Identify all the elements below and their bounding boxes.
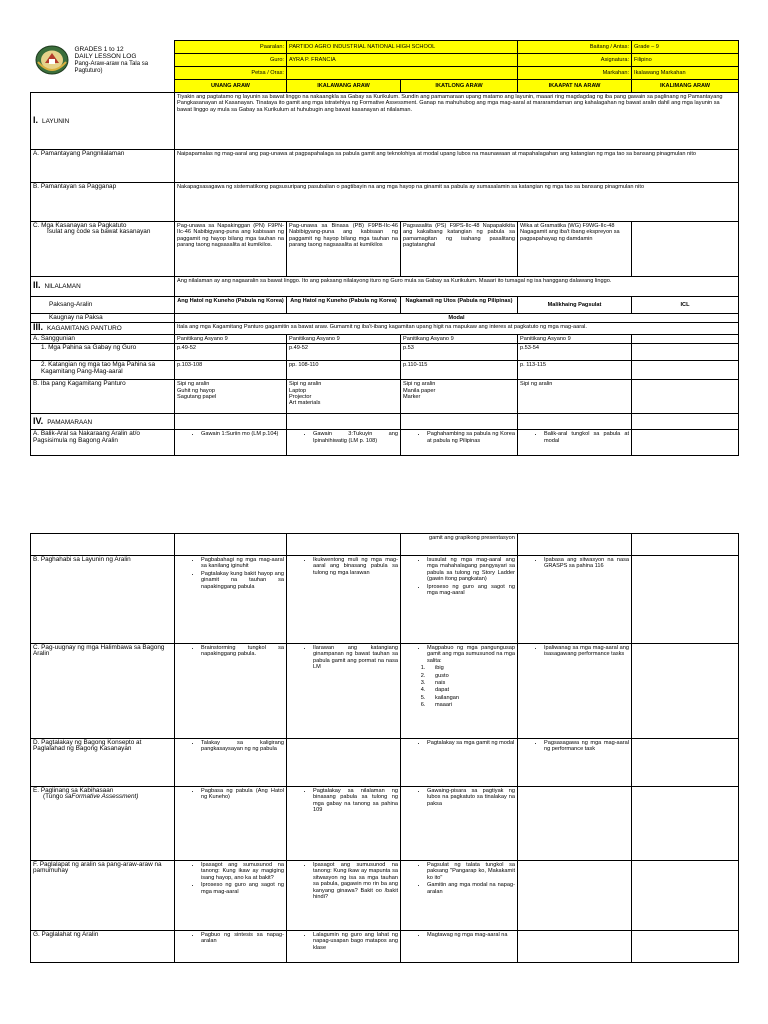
bullet-list <box>191 932 284 945</box>
continuation-label <box>31 534 175 556</box>
day-3-header: IKATLONG ARAW <box>401 80 518 93</box>
paglinang-day-3 <box>401 787 518 861</box>
continuation-day-2 <box>287 534 401 556</box>
pag-uugnay-day-3 <box>401 644 518 739</box>
day-4-header: IKAAPAT NA ARAW <box>518 80 632 93</box>
bullet-list <box>417 862 515 895</box>
guro-value: AYRA P. FRANCIA <box>287 54 518 67</box>
baitang-label: Baitang / Antas: <box>518 41 632 54</box>
list-item: • Lalagumin ng guro ang lahat ng napag-usapan bago matapos ang klase <box>313 932 398 951</box>
bullet-list <box>534 557 629 570</box>
kaugnay-value: Modal <box>175 314 739 323</box>
pahina-gabay-label: 1. Mga Pahina sa Gabay ng Guro <box>31 344 175 361</box>
continuation-day-1 <box>175 534 287 556</box>
pamamaraan-day-5 <box>632 414 739 430</box>
lesson-log-header-table <box>30 40 739 456</box>
bullet-list <box>417 788 515 807</box>
sanggunian-day-4: Panitikang Asyano 9 <box>518 334 632 343</box>
pamamaraan-label-cell <box>31 414 175 430</box>
paglalapat-day-5 <box>632 861 739 931</box>
list-item: Marker <box>403 394 421 401</box>
pahina-lm-day-3: p.110-115 <box>401 361 518 380</box>
pag-uugnay-day-3-bullets <box>403 645 515 664</box>
modal-word-list <box>403 665 515 708</box>
bullet-list <box>534 740 629 753</box>
paglalahat-day-4 <box>518 931 632 963</box>
paglalapat-day-2 <box>287 861 401 931</box>
sanggunian-day-1: Panitikang Asyano 9 <box>175 334 287 343</box>
balik-aral-day-2 <box>287 430 401 456</box>
bullet-list <box>417 740 515 746</box>
list-item: • Ipasagot ang sumusunod na tanong: Kung ikaw ay mapunta sa sitwasyon ng isa sa mga tauhan sa pabula, gagawin mo rin ba ang kanyang ginawa? Bakit oo /bakit hindi? <box>313 862 398 900</box>
pahina-gabay-day-3: p.53 <box>401 344 518 361</box>
list-item: • Gamitin ang mga modal na napag-aralan <box>427 882 515 895</box>
balik-aral-day-3 <box>401 430 518 456</box>
layunin-label: LAYUNIN <box>42 117 70 125</box>
list-item: 4. dapat <box>427 687 515 693</box>
list-item: • Pagbabahagi ng mga mag-aaral sa kanilang iginuhit <box>201 557 284 570</box>
paglalapat-label: F. Paglalapat ng aralin sa pang-araw-araw na pamumuhay <box>31 861 175 931</box>
paksang-day-5: ICL <box>632 297 739 314</box>
nilalaman-text: Ang nilalaman ay ang nagaaralin sa bawat linggo. Ito ang paksang nilalayong ituro ng Guro mula sa Gabay sa Kurikulum. Maaari ito tumagal ng isa hanggang dalawang linggo. <box>175 277 739 297</box>
pag-uugnay-day-5 <box>632 644 739 739</box>
paghahabi-day-4 <box>518 556 632 644</box>
kasanayan-sublabel: Isulat ang code sa bawat kasanayan <box>47 228 151 236</box>
list-item: • Pagtalakay sa nilalaman ng binasang pabula sa tulong ng mga gabay na tanong sa pahina 109 <box>313 788 398 814</box>
list-item: • Magtawag ng mga mag-aaral na <box>427 932 515 938</box>
layunin-label-cell <box>31 93 175 150</box>
list-item: • Ipaliwanag sa mga mag-aaral ang isasagawang performance tasks <box>544 645 629 658</box>
kagamitan-text: Itala ang mga Kagamitang Panturo gagamitin sa bawat araw. Gumamit ng iba't-ibang kagamitan upang higit na mapukaw ang interes at pagkatuto ng mga mag-aaral. <box>175 323 739 334</box>
pahina-gabay-day-1: p.49-52 <box>175 344 287 361</box>
kasanayan-label-cell <box>31 222 175 277</box>
kaugnay-label: Kaugnay na Paksa <box>31 314 175 323</box>
list-item: Projector <box>289 394 312 401</box>
lesson-log-continuation-table <box>30 533 739 963</box>
continuation-day-5 <box>632 534 739 556</box>
bullet-list <box>417 557 515 596</box>
iba-kagamitan-day-1 <box>175 380 287 414</box>
iba-kagamitan-day-3 <box>401 380 518 414</box>
paksang-day-3: Nagkamali ng Utos (Pabula ng Pilipinas) <box>401 297 518 314</box>
asignatura-value: Filipino <box>632 54 739 67</box>
pahina-lm-day-1: p.103-108 <box>175 361 287 380</box>
balik-aral-day-4 <box>518 430 632 456</box>
paksang-day-2: Ang Hatol ng Kuneho (Pabula ng Korea) <box>287 297 401 314</box>
pag-uugnay-day-1 <box>175 644 287 739</box>
list-item: • Pagbuo ng sintesis sa napag-aralan <box>201 932 284 945</box>
pamamaraan-day-2 <box>287 414 401 430</box>
pagtalakay-day-1 <box>175 739 287 787</box>
layunin-text <box>175 93 739 150</box>
iba-kagamitan-day-2 <box>287 380 401 414</box>
paksang-day-4: Malikhaing Pagsulat <box>518 297 632 314</box>
paaralan-value: PARTIDO AGRO INDUSTRIAL NATIONAL HIGH SCHOOL <box>287 41 518 54</box>
list-item: • Pagtalakay sa mga gamit ng modal <box>427 740 515 746</box>
bullet-list <box>417 645 515 664</box>
paglalahat-day-1 <box>175 931 287 963</box>
paglalahat-day-3 <box>401 931 518 963</box>
markahan-label: Markahan: <box>518 67 632 80</box>
bullet-list <box>417 932 515 938</box>
list-item: • Talakay sa kaligirang pangkasaysayan ng ng pabula <box>201 740 284 753</box>
kasanayan-day-1: Pag-unawa sa Napakinggan (PN) F9PN-IIc-46 Nabibigyang-puna ang kabisaan ng paggamit ng hayop bilang mga tauhan na parang taong nagsasalita at kumikilos. <box>175 222 287 277</box>
bullet-list <box>191 862 284 895</box>
paghahabi-day-5 <box>632 556 739 644</box>
list-item: • Pagtalakay kung bakit hayop ang ginamit na tauhan sa napakinggang pabula <box>201 571 284 590</box>
bullet-list <box>303 645 398 671</box>
list-item: Art materials <box>289 400 321 407</box>
paghahabi-day-1 <box>175 556 287 644</box>
paglinang-day-2 <box>287 787 401 861</box>
paaralan-label: Paaralan: <box>175 41 287 54</box>
bullet-list <box>191 431 284 437</box>
sanggunian-day-2: Panitikang Asyano 9 <box>287 334 401 343</box>
paksang-day-1: Ang Hatol ng Kuneho (Pabula ng Korea) <box>175 297 287 314</box>
kasanayan-day-5 <box>632 222 739 277</box>
continuation-day-3: gamit ang grapikong presentasyon <box>401 534 518 556</box>
title-line1: GRADES 1 to 12 <box>74 45 124 53</box>
bullet-list <box>534 431 629 444</box>
sanggunian-day-5 <box>632 334 739 343</box>
iba-kagamitan-day-4 <box>518 380 632 414</box>
kasanayan-day-4: Wika at Gramatika (WG) F9WG-IIc-48 Nagagamit ang iba't ibang ekspreyon sa pagpapahayag ng damdamin <box>518 222 632 277</box>
pag-uugnay-day-4 <box>518 644 632 739</box>
list-item: • Brainstorming tungkol sa napakinggang pabula. <box>201 645 284 658</box>
list-item: • Pagsasagawa ng mga mag-aaral ng performance task <box>544 740 629 753</box>
pag-uugnay-day-2 <box>287 644 401 739</box>
paglinang-sublabel-text: (Tungo sa <box>43 793 72 801</box>
list-item: • Ipasagot ang sumusunod na tanong: Kung ikaw ay magiging isang hayop, ano ka at bakit? <box>201 862 284 881</box>
baitang-value: Grade – 9 <box>632 41 739 54</box>
bullet-list <box>303 862 398 900</box>
bullet-list <box>191 557 284 590</box>
layunin-num: I. <box>33 114 39 125</box>
pahina-gabay-day-5 <box>632 344 739 361</box>
balik-aral-day-1 <box>175 430 287 456</box>
pamamaraan-day-1 <box>175 414 287 430</box>
paglinang-day-4 <box>518 787 632 861</box>
markahan-value: Ikalawang Markahan <box>632 67 739 80</box>
bullet-list <box>303 788 398 814</box>
nilalaman-label-cell <box>31 277 175 297</box>
title-line2: DAILY LESSON LOG <box>74 53 137 60</box>
iba-kagamitan-label: B. Iba pang Kagamitang Panturo <box>31 380 175 414</box>
list-item: • Ilarawan ang katangiang ginampanan ng bawat tauhan sa pabula gamit ang pormat na nasa LM <box>313 645 398 671</box>
day-2-header: IKALAWANG ARAW <box>287 80 401 93</box>
list-item: • Balik-aral tungkol sa pabula at modal <box>544 431 629 444</box>
petsa-value <box>287 67 518 80</box>
paglalapat-day-1 <box>175 861 287 931</box>
balik-aral-label: A. Balik-Aral sa Nakaraang Aralin at/o Pagsisimula ng Bagong Aralin <box>31 430 175 456</box>
pahina-lm-label: 2. Katangian ng mga tao Mga Pahina sa Kagamitang Pang-Mag-aaral <box>31 361 175 380</box>
list-item: Manila paper <box>403 387 436 394</box>
list-item: 1. ibig <box>427 665 515 671</box>
numbered-list <box>417 665 515 708</box>
paglalahat-label: G. Paglalahat ng Aralin <box>31 931 175 963</box>
list-item: Sipi ng aralin <box>403 381 436 388</box>
paglinang-sublabel <box>33 794 172 800</box>
day-1-header: UNANG ARAW <box>175 80 287 93</box>
nilalaman-num: II. <box>33 280 41 291</box>
title-line3: Pang-Araw-araw na Tala sa Pagtuturo) <box>74 60 149 74</box>
school-seal-icon <box>34 44 70 76</box>
paglinang-day-5 <box>632 787 739 861</box>
paglinang-sublabel-em: Formative Assessment) <box>71 793 139 801</box>
list-item: • Iproseso ng guro ang sagot ng mga mag-aaral <box>201 882 284 895</box>
list-item: 2. gusto <box>427 673 515 679</box>
paglinang-day-1 <box>175 787 287 861</box>
pahina-gabay-day-2: p.49-52 <box>287 344 401 361</box>
list-item: • Pagsulat ng talata tungkol sa paksang "Pangarap ko, Makakamit ko ito" <box>427 862 515 881</box>
kasanayan-day-3: Pagsasalita (PS) F9PS-IIc-48 Napapakikita ang kakaibang katangian ng pabula sa pamamagitan ng isahang pasalitang pagtatanghal <box>401 222 518 277</box>
pagtalakay-day-3 <box>401 739 518 787</box>
pamamaraan-num: IV. <box>33 415 44 426</box>
pahina-gabay-day-4: p.53-54 <box>518 344 632 361</box>
list-item: Guhit ng hayop <box>177 387 215 394</box>
paglalapat-day-3 <box>401 861 518 931</box>
pagganap-text: Nakapagsasagawa ng sistematikong pagsusuripang pasubalian o pagtibayin na ang mga hayop na ginamit sa pabula ay sumasalamin sa katangian ng mga tao sa bansang pinagmulan nito <box>175 183 739 222</box>
list-item: • Pagbasa ng pabula (Ang Hatol ng Kuneho) <box>201 788 284 801</box>
bullet-list <box>534 645 629 658</box>
pagtalakay-day-5 <box>632 739 739 787</box>
bullet-list <box>191 645 284 658</box>
layunin-text-content: Tiyakin ang pagtatamo ng layunin sa bawat linggo na nakaangkla sa Gabay sa Kurikulum. Sundin ang pamamaraan upang matamo ang layunin, maaari ring magdagdag ng iba pang gawain sa paglinang ng Pamantayang Pangkasanayan at Kasanayan. Tinataya ito gamit ang mga istratehiya ng Formative Assessment. Ganap na mahuhubog ang mga mag-aaral at mararamdaman ang kahalagahan ng bawat aralin dahil ang mga layunin sa bawat linggo ay mula sa Gabay sa Kurikulum at huhubugin ang bawat kasanayan at nilalaman. <box>177 94 723 113</box>
paghahabi-label: B. Paghahabi sa Layunin ng Aralin <box>31 556 175 644</box>
list-item: • Gawain 3:Tukuyin ang Ipinahihiwatig (LM p. 108) <box>313 431 398 444</box>
pagtalakay-label: D. Pagtalakay ng Bagong Konsepto at Paglalahad ng Bagong Kasanayan <box>31 739 175 787</box>
asignatura-label: Asignatura: <box>518 54 632 67</box>
pamamaraan-day-4 <box>518 414 632 430</box>
list-item: Sipi ng aralin <box>520 381 553 388</box>
pamamaraan-day-3 <box>401 414 518 430</box>
kasanayan-label: C. Mga Kasanayan sa Pagkatuto <box>33 222 127 229</box>
sanggunian-day-3: Panitikang Asyano 9 <box>401 334 518 343</box>
kasanayan-day-2: Pag-unawa sa Binasa (PB) F9PB-IIc-46 Nabibigyang-puna ang kabisaan ng paggamit ng hayop bilang mga tauhan na parang taong nagsasalita at kumikilos <box>287 222 401 277</box>
pag-uugnay-label: C. Pag-uugnay ng mga Halimbawa sa Bagong Aralin <box>31 644 175 739</box>
bullet-list <box>191 740 284 753</box>
list-item: Sipi ng aralin <box>289 381 322 388</box>
list-item: • Gawain 1:Suriin mo (LM p.104) <box>201 431 284 437</box>
list-item: • Isusulat ng mga mag-aaral ang mga mahahalagang pangyayari sa pabula sa tulong ng Story Ladder (gawin itong pangkatan) <box>427 557 515 583</box>
list-item: • Ipabasa ang sitwasyon na nasa GRASPS sa pahina 116 <box>544 557 629 570</box>
sanggunian-label: A. Sanggunian <box>31 334 175 343</box>
list-item: Sagutang papel <box>177 394 217 401</box>
day-5-header: IKALIMANG ARAW <box>632 80 739 93</box>
paghahabi-day-2 <box>287 556 401 644</box>
pahina-lm-day-5 <box>632 361 739 380</box>
bullet-list <box>303 932 398 951</box>
bullet-list <box>417 431 515 444</box>
pangnilalaman-label: A. Pamantayang Pangnilalaman <box>31 150 175 183</box>
bullet-list <box>303 557 398 576</box>
list-item: 3. nais <box>427 680 515 686</box>
list-item: Laptop <box>289 387 307 394</box>
list-item: • Ikukwentong muli ng mga mag-aaral ang binasang pabula sa tulong ng mga larawan <box>313 557 398 576</box>
nilalaman-label: NILALAMAN <box>44 283 81 291</box>
balik-aral-day-5 <box>632 430 739 456</box>
pagtalakay-day-2 <box>287 739 401 787</box>
continuation-day-4 <box>518 534 632 556</box>
paglalapat-day-4 <box>518 861 632 931</box>
list-item: 6. maaari <box>427 702 515 708</box>
bullet-list <box>303 431 398 444</box>
petsa-label: Petsa / Oras: <box>175 67 287 80</box>
paglinang-label-cell <box>31 787 175 861</box>
pahina-lm-day-2: pp. 108-110 <box>287 361 401 380</box>
paglalahat-day-5 <box>632 931 739 963</box>
kagamitan-label-cell <box>31 323 175 334</box>
pangnilalaman-text: Naipapamalas ng mag-aaral ang pag-unawa at pagpapahalaga sa pabula gamit ang teknolohiya at modal upang lubos na maunawaan at mapahalagahan ang katangian ng mga tao sa bansang pinagmulan nito <box>175 150 739 183</box>
bullet-list <box>191 788 284 801</box>
paglinang-label: E. Paglinang sa Kabihasaan <box>33 787 114 794</box>
paglalahat-day-2 <box>287 931 401 963</box>
list-item: • Magpabuo ng mga pangungusap gamit ang mga sumusunod na mga salita: <box>427 645 515 664</box>
pamamaraan-label: PAMAMARAAN <box>47 418 93 426</box>
title-text <box>75 46 175 76</box>
list-item: 5. kailangan <box>427 695 515 701</box>
pagganap-label: B. Pamantayan sa Pagganap <box>31 183 175 222</box>
list-item: • Paghahambing sa pabula ng Korea at pabula ng Pilipinas <box>427 431 515 444</box>
title-block <box>31 41 175 93</box>
kagamitan-label: KAGAMITANG PANTURO <box>47 325 122 333</box>
list-item: Sipi ng aralin <box>177 381 210 388</box>
list-item: • Iproseso ng guro ang sagot ng mga mag-aaral <box>427 584 515 597</box>
pagtalakay-day-4 <box>518 739 632 787</box>
guro-label: Guro: <box>175 54 287 67</box>
paksang-label: Paksang-Aralin <box>31 297 175 314</box>
pahina-lm-day-4: p. 113-115 <box>518 361 632 380</box>
list-item: • Gawaing-pisara sa pagtiyak ng lubos na pagkatuto sa tinalakay na paksa <box>427 788 515 807</box>
iba-kagamitan-day-5 <box>632 380 739 414</box>
kagamitan-num: III. <box>33 322 44 333</box>
paghahabi-day-3 <box>401 556 518 644</box>
